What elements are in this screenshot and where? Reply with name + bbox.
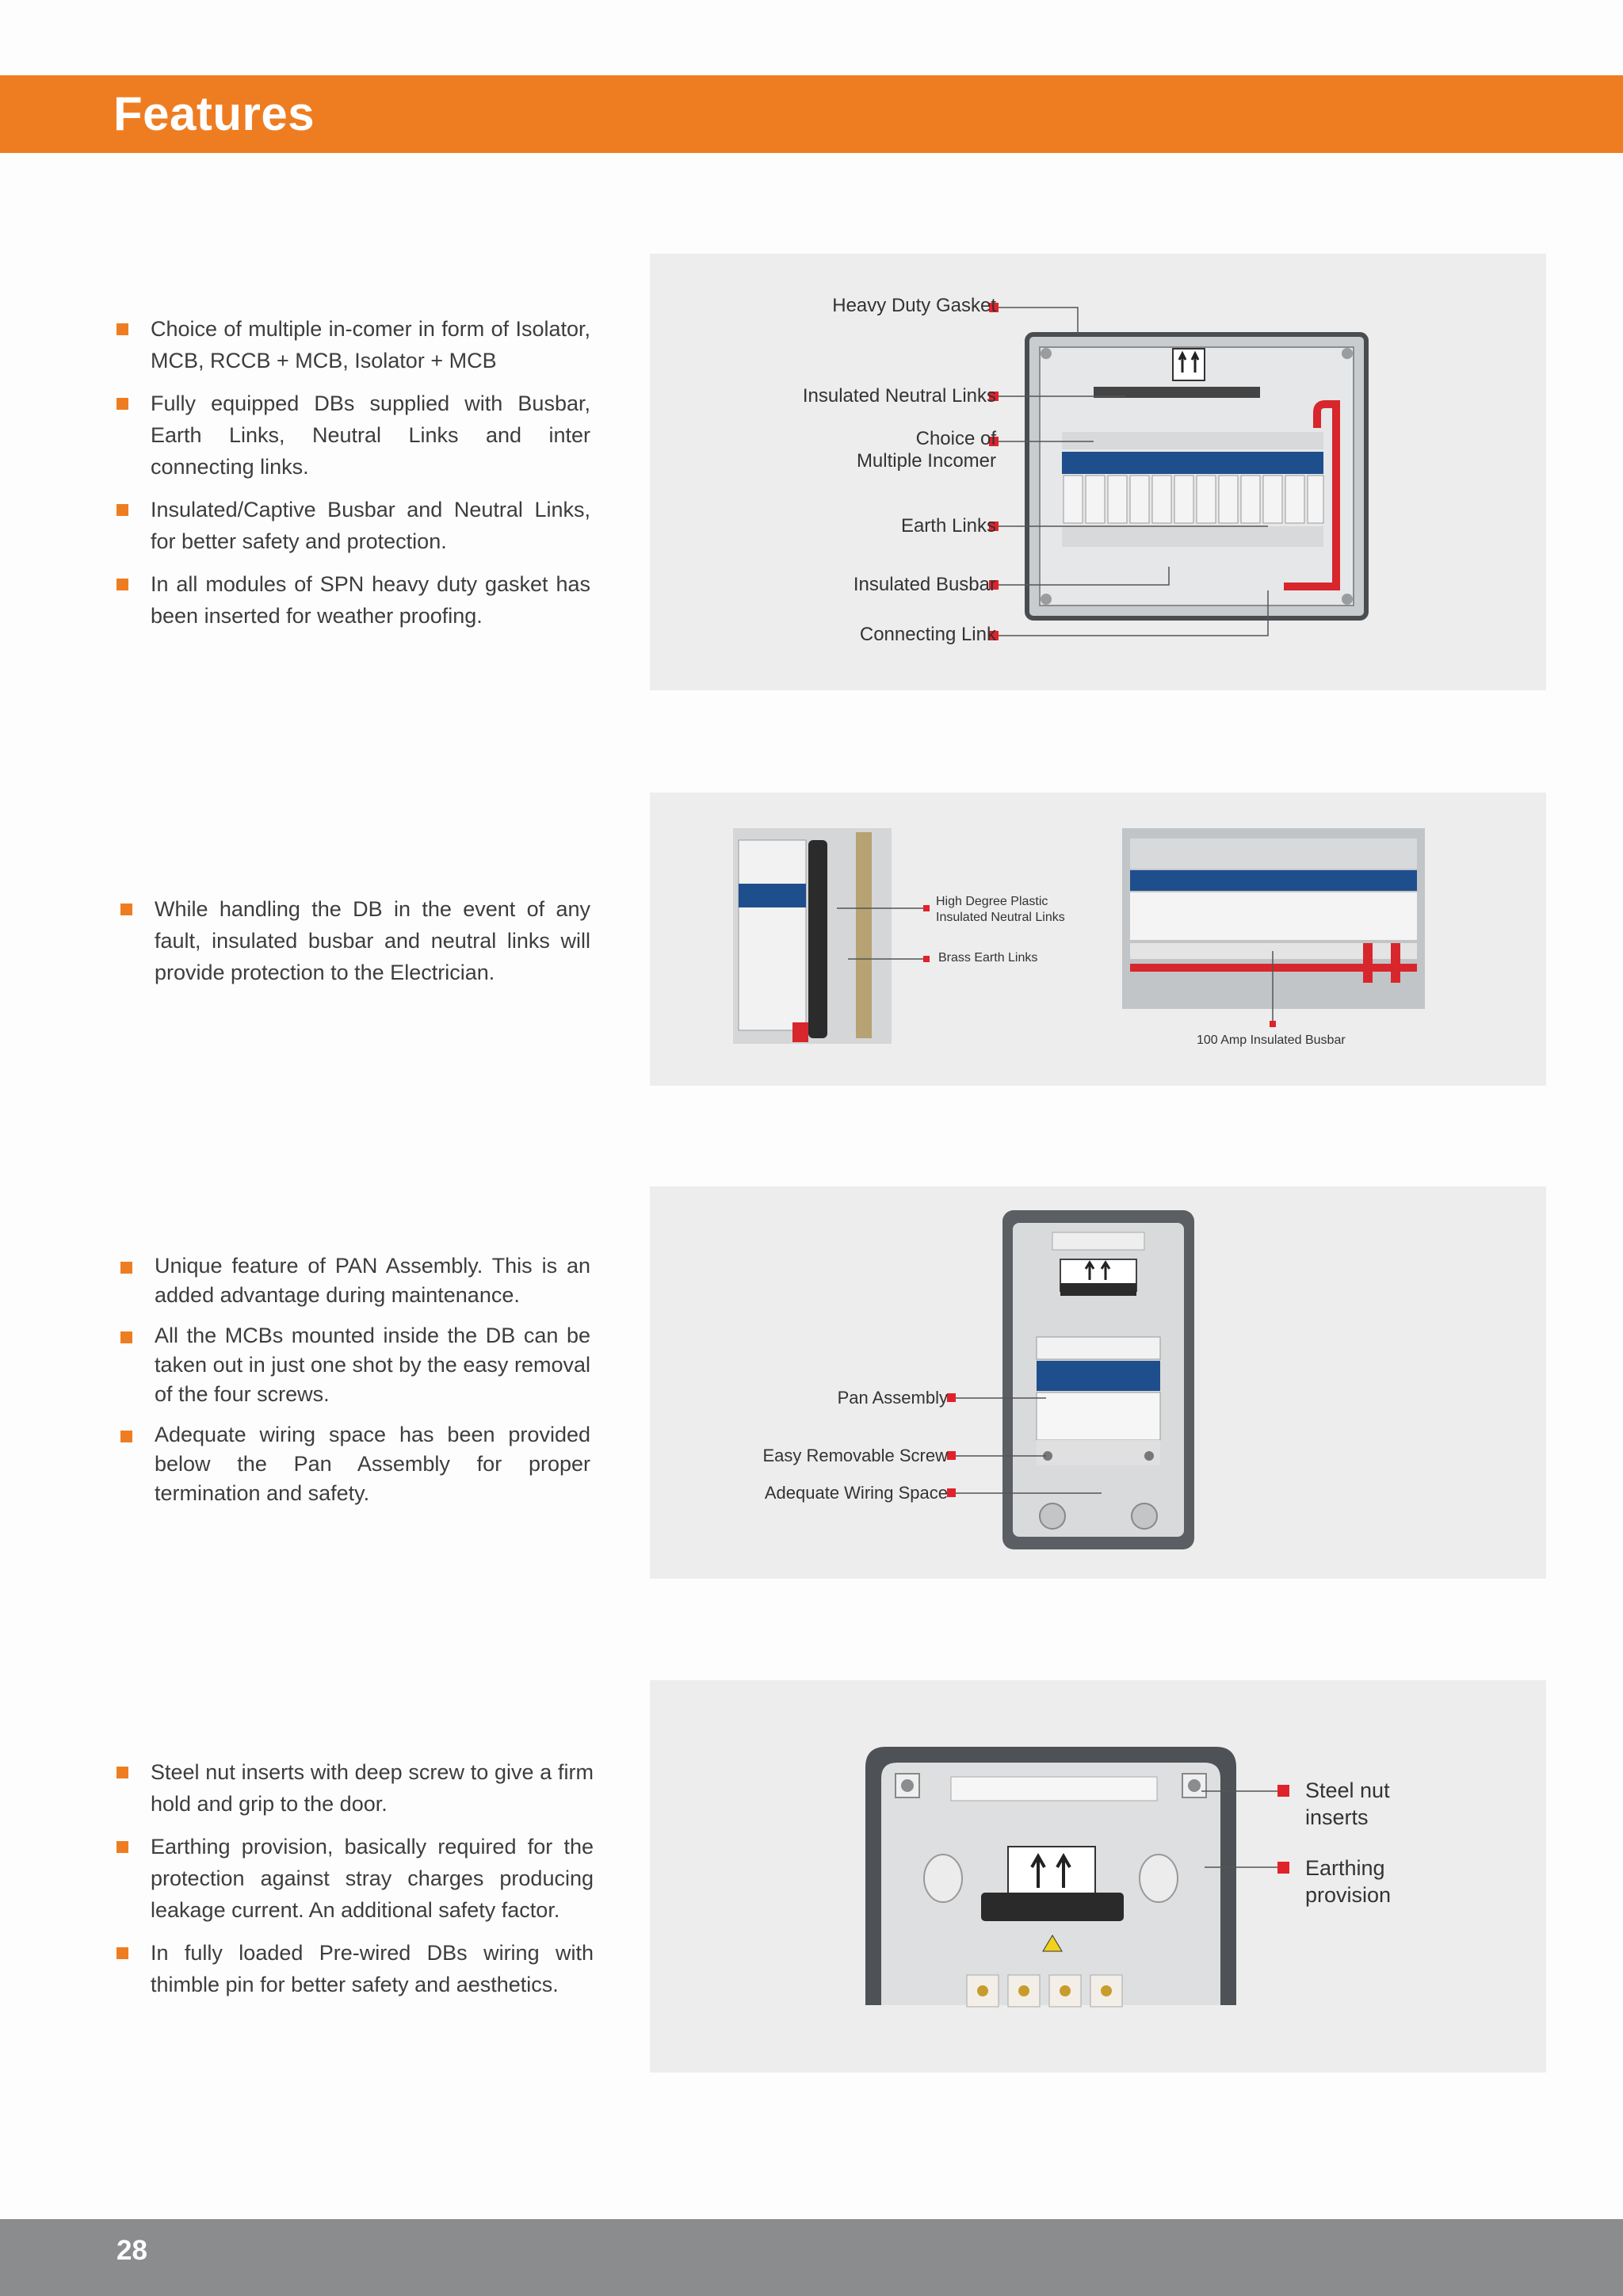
bullet-square-icon <box>120 1431 132 1442</box>
callout-insulated-neutral-links: Insulated Neutral Links <box>802 385 996 407</box>
page-title: Features <box>113 87 315 140</box>
bullet-square-icon <box>116 1947 128 1959</box>
callout-choice-incomer-line1: Choice of <box>915 428 996 449</box>
callout-heavy-duty-gasket: Heavy Duty Gasket <box>832 295 996 316</box>
list-item: Earthing provision, basically required for the protection against stray charges producing leakage current. An additional safety factor. <box>113 1831 594 1926</box>
list-item: While handling the DB in the event of any fault, insulated busbar and neutral links will provide protection to the Electrician. <box>117 893 590 988</box>
footer-bar <box>0 2219 1623 2296</box>
header-bar <box>0 75 1623 153</box>
pan-assembly-figure <box>650 1186 1546 1579</box>
list-item: Choice of multiple in-comer in form of Isolator, MCB, RCCB + MCB, Isolator + MCB <box>113 313 590 376</box>
list-item: All the MCBs mounted inside the DB can be taken out in just one shot by the easy removal of the four screws. <box>117 1321 590 1409</box>
callout-connecting-link: Connecting Link <box>859 624 996 645</box>
callout-plastic-neutral-line2: Insulated Neutral Links <box>936 911 1065 924</box>
section2-bullets <box>117 893 590 999</box>
steel-nut-illustration <box>650 1680 1546 2073</box>
list-item: Insulated/Captive Busbar and Neutral Links, for better safety and protection. <box>113 494 590 557</box>
callout-earth-links: Earth Links <box>900 515 996 537</box>
list-item: In fully loaded Pre-wired DBs wiring with thimble pin for better safety and aesthetics. <box>113 1937 594 2000</box>
section1-bullets <box>113 313 590 643</box>
callout-steel-nut-line1: Steel nut <box>1305 1778 1390 1802</box>
callout-earthing-line1: Earthing <box>1305 1856 1385 1880</box>
callout-100-amp-busbar: 100 Amp Insulated Busbar <box>1197 1033 1346 1047</box>
page-number: 28 <box>116 2235 147 2266</box>
bullet-square-icon <box>116 398 128 410</box>
list-item: Fully equipped DBs supplied with Busbar, Earth Links, Neutral Links and inter connecting links. <box>113 388 590 483</box>
callout-easy-removable-screw: Easy Removable Screw <box>762 1446 948 1465</box>
list-item: Steel nut inserts with deep screw to give a firm hold and grip to the door. <box>113 1756 594 1820</box>
callout-brass-earth-links: Brass Earth Links <box>938 951 1038 965</box>
section4-bullets <box>113 1756 594 2011</box>
bullet-square-icon <box>116 1767 128 1778</box>
bullet-square-icon <box>116 579 128 590</box>
distribution-board-figure <box>650 254 1546 690</box>
callout-insulated-busbar: Insulated Busbar <box>853 574 996 595</box>
list-item: In all modules of SPN heavy duty gasket has been inserted for weather proofing. <box>113 568 590 632</box>
section3-bullets <box>117 1251 590 1519</box>
callout-earthing-line2: provision <box>1305 1883 1392 1907</box>
callout-steel-nut-line2: inserts <box>1305 1805 1369 1829</box>
insulated-links-figure <box>650 793 1546 1086</box>
list-item: Unique feature of PAN Assembly. This is an added advantage during maintenance. <box>117 1251 590 1310</box>
bullet-square-icon <box>116 504 128 516</box>
callout-choice-incomer-line2: Multiple Incomer <box>856 450 996 472</box>
list-item: Adequate wiring space has been provided below the Pan Assembly for proper termination and safety. <box>117 1420 590 1508</box>
bullet-square-icon <box>116 1841 128 1853</box>
callout-adequate-wiring-space: Adequate Wiring Space <box>764 1483 948 1503</box>
pan-assembly-illustration <box>650 1186 1546 1579</box>
callout-plastic-neutral-line1: High Degree Plastic <box>936 895 1048 908</box>
bullet-square-icon <box>120 1262 132 1274</box>
bullet-square-icon <box>116 323 128 335</box>
callout-pan-assembly: Pan Assembly <box>837 1388 948 1408</box>
distribution-board-illustration <box>650 254 1546 690</box>
bullet-square-icon <box>120 904 132 915</box>
steel-nut-figure <box>650 1680 1546 2073</box>
bullet-square-icon <box>120 1331 132 1343</box>
insulated-links-illustration <box>650 793 1546 1086</box>
